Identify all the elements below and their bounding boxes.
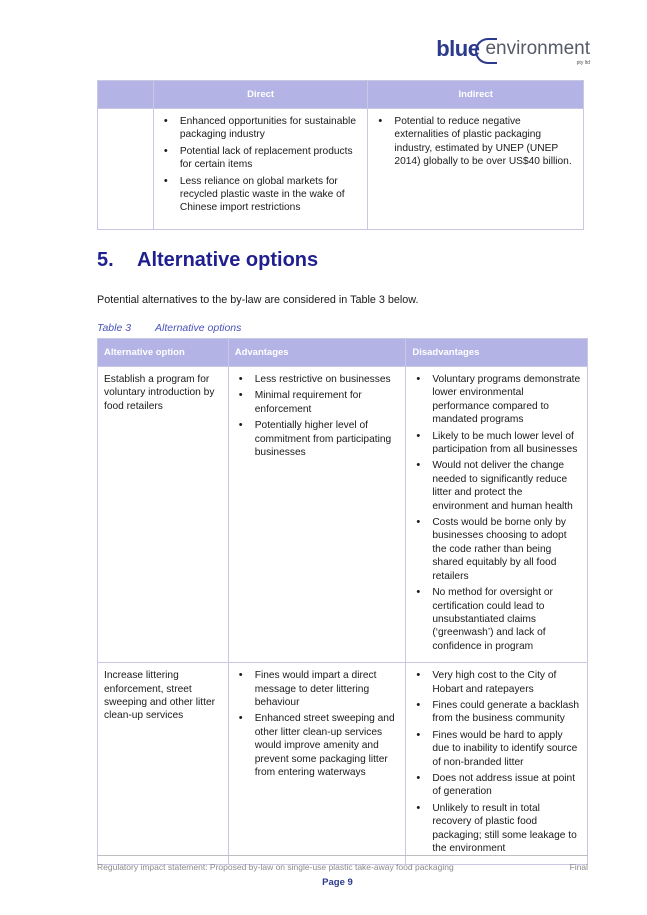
list-item: • Costs would be borne only by businesses choosing to adopt the code rather than being shared equitably by all food retailers xyxy=(412,516,581,583)
list-item: • Fines could generate a backlash from the business community xyxy=(412,699,581,726)
list-item: • Fines would impart a direct message to deter littering behaviour xyxy=(235,669,400,709)
table-row xyxy=(98,109,584,230)
disadvantages-list xyxy=(412,669,581,855)
table-row xyxy=(98,367,588,663)
impact-table-header-row xyxy=(98,81,584,109)
list-item: • Potential to reduce negative externalities of plastic packaging industry, estimated by UNEP (UNEP 2014) globally to be over US$40 billion. xyxy=(374,115,577,169)
option-cell: Increase littering enforcement, street sweeping and other litter clean-up services xyxy=(98,663,229,865)
list-item: • Less restrictive on businesses xyxy=(235,373,400,386)
impact-cell-blank xyxy=(98,109,154,230)
list-item: • Would not deliver the change needed to significantly reduce litter and protect the environment and human health xyxy=(412,459,581,513)
page-number: Page 9 xyxy=(322,877,353,888)
table-caption xyxy=(97,322,241,334)
list-item: • Enhanced opportunities for sustainable packaging industry xyxy=(160,115,362,142)
options-table-header-row xyxy=(98,339,588,367)
impact-header-blank xyxy=(98,81,154,109)
list-item: • No method for oversight or certification could lead to unsubstantiated claims (‘greenwash’) and lack of confidence in program xyxy=(412,586,581,653)
list-item: • Does not address issue at point of generation xyxy=(412,772,581,799)
list-item: • Potentially higher level of commitment from participating businesses xyxy=(235,419,400,459)
impact-header-indirect: Indirect xyxy=(368,81,584,109)
options-header-advantages: Advantages xyxy=(228,339,406,367)
logo-env-label: environment xyxy=(485,38,590,59)
company-logo xyxy=(436,36,590,70)
section-title: Alternative options xyxy=(137,249,319,271)
disadvantages-cell xyxy=(406,663,588,865)
direct-list xyxy=(160,115,362,215)
section-heading xyxy=(97,249,318,272)
option-cell: Establish a program for voluntary introduction by food retailers xyxy=(98,367,229,663)
list-item: • Less reliance on global markets for recycled plastic waste in the wake of Chinese import restrictions xyxy=(160,175,362,215)
footer-divider xyxy=(97,855,588,856)
list-item: • Likely to be much lower level of participation from all businesses xyxy=(412,430,581,457)
footer-status: Final xyxy=(569,862,588,872)
list-item: • Fines would be hard to apply due to inability to identify source of non-branded litter xyxy=(412,729,581,769)
indirect-list xyxy=(374,115,577,169)
list-item: • Enhanced street sweeping and other litter clean-up services would improve amenity and prevent some packaging litter from entering waterways xyxy=(235,712,400,779)
advantages-cell xyxy=(228,367,406,663)
footer-document-title: Regulatory impact statement: Proposed by-law on single-use plastic take-away food packaging xyxy=(97,862,454,872)
list-item: • Potential lack of replacement products for certain items xyxy=(160,145,362,172)
options-header-disadvantages: Disadvantages xyxy=(406,339,588,367)
options-header-option: Alternative option xyxy=(98,339,229,367)
disadvantages-cell xyxy=(406,367,588,663)
list-item: • Minimal requirement for enforcement xyxy=(235,389,400,416)
impact-table-continued xyxy=(97,80,584,230)
caption-number: Table 3 xyxy=(97,322,132,334)
impact-header-direct: Direct xyxy=(153,81,368,109)
logo-text-blue: blue xyxy=(436,36,480,61)
alternative-options-table xyxy=(97,338,588,865)
logo-swoosh-icon xyxy=(475,38,497,64)
section-intro-paragraph: Potential alternatives to the by-law are considered in Table 3 below. xyxy=(97,294,419,306)
caption-title: Alternative options xyxy=(155,322,242,334)
advantages-list xyxy=(235,669,400,779)
list-item: • Very high cost to the City of Hobart and ratepayers xyxy=(412,669,581,696)
list-item: • Unlikely to result in total recovery of plastic food packaging; still some leakage to the environment xyxy=(412,802,581,856)
list-item: • Voluntary programs demonstrate lower environmental performance compared to mandated programs xyxy=(412,373,581,427)
logo-pty-ltd: pty ltd xyxy=(576,60,590,66)
impact-cell-indirect xyxy=(368,109,584,230)
section-number: 5. xyxy=(97,249,114,271)
logo-text-environment xyxy=(481,36,590,62)
impact-cell-direct xyxy=(153,109,368,230)
disadvantages-list xyxy=(412,373,581,653)
advantages-cell xyxy=(228,663,406,865)
advantages-list xyxy=(235,373,400,459)
table-row xyxy=(98,663,588,865)
